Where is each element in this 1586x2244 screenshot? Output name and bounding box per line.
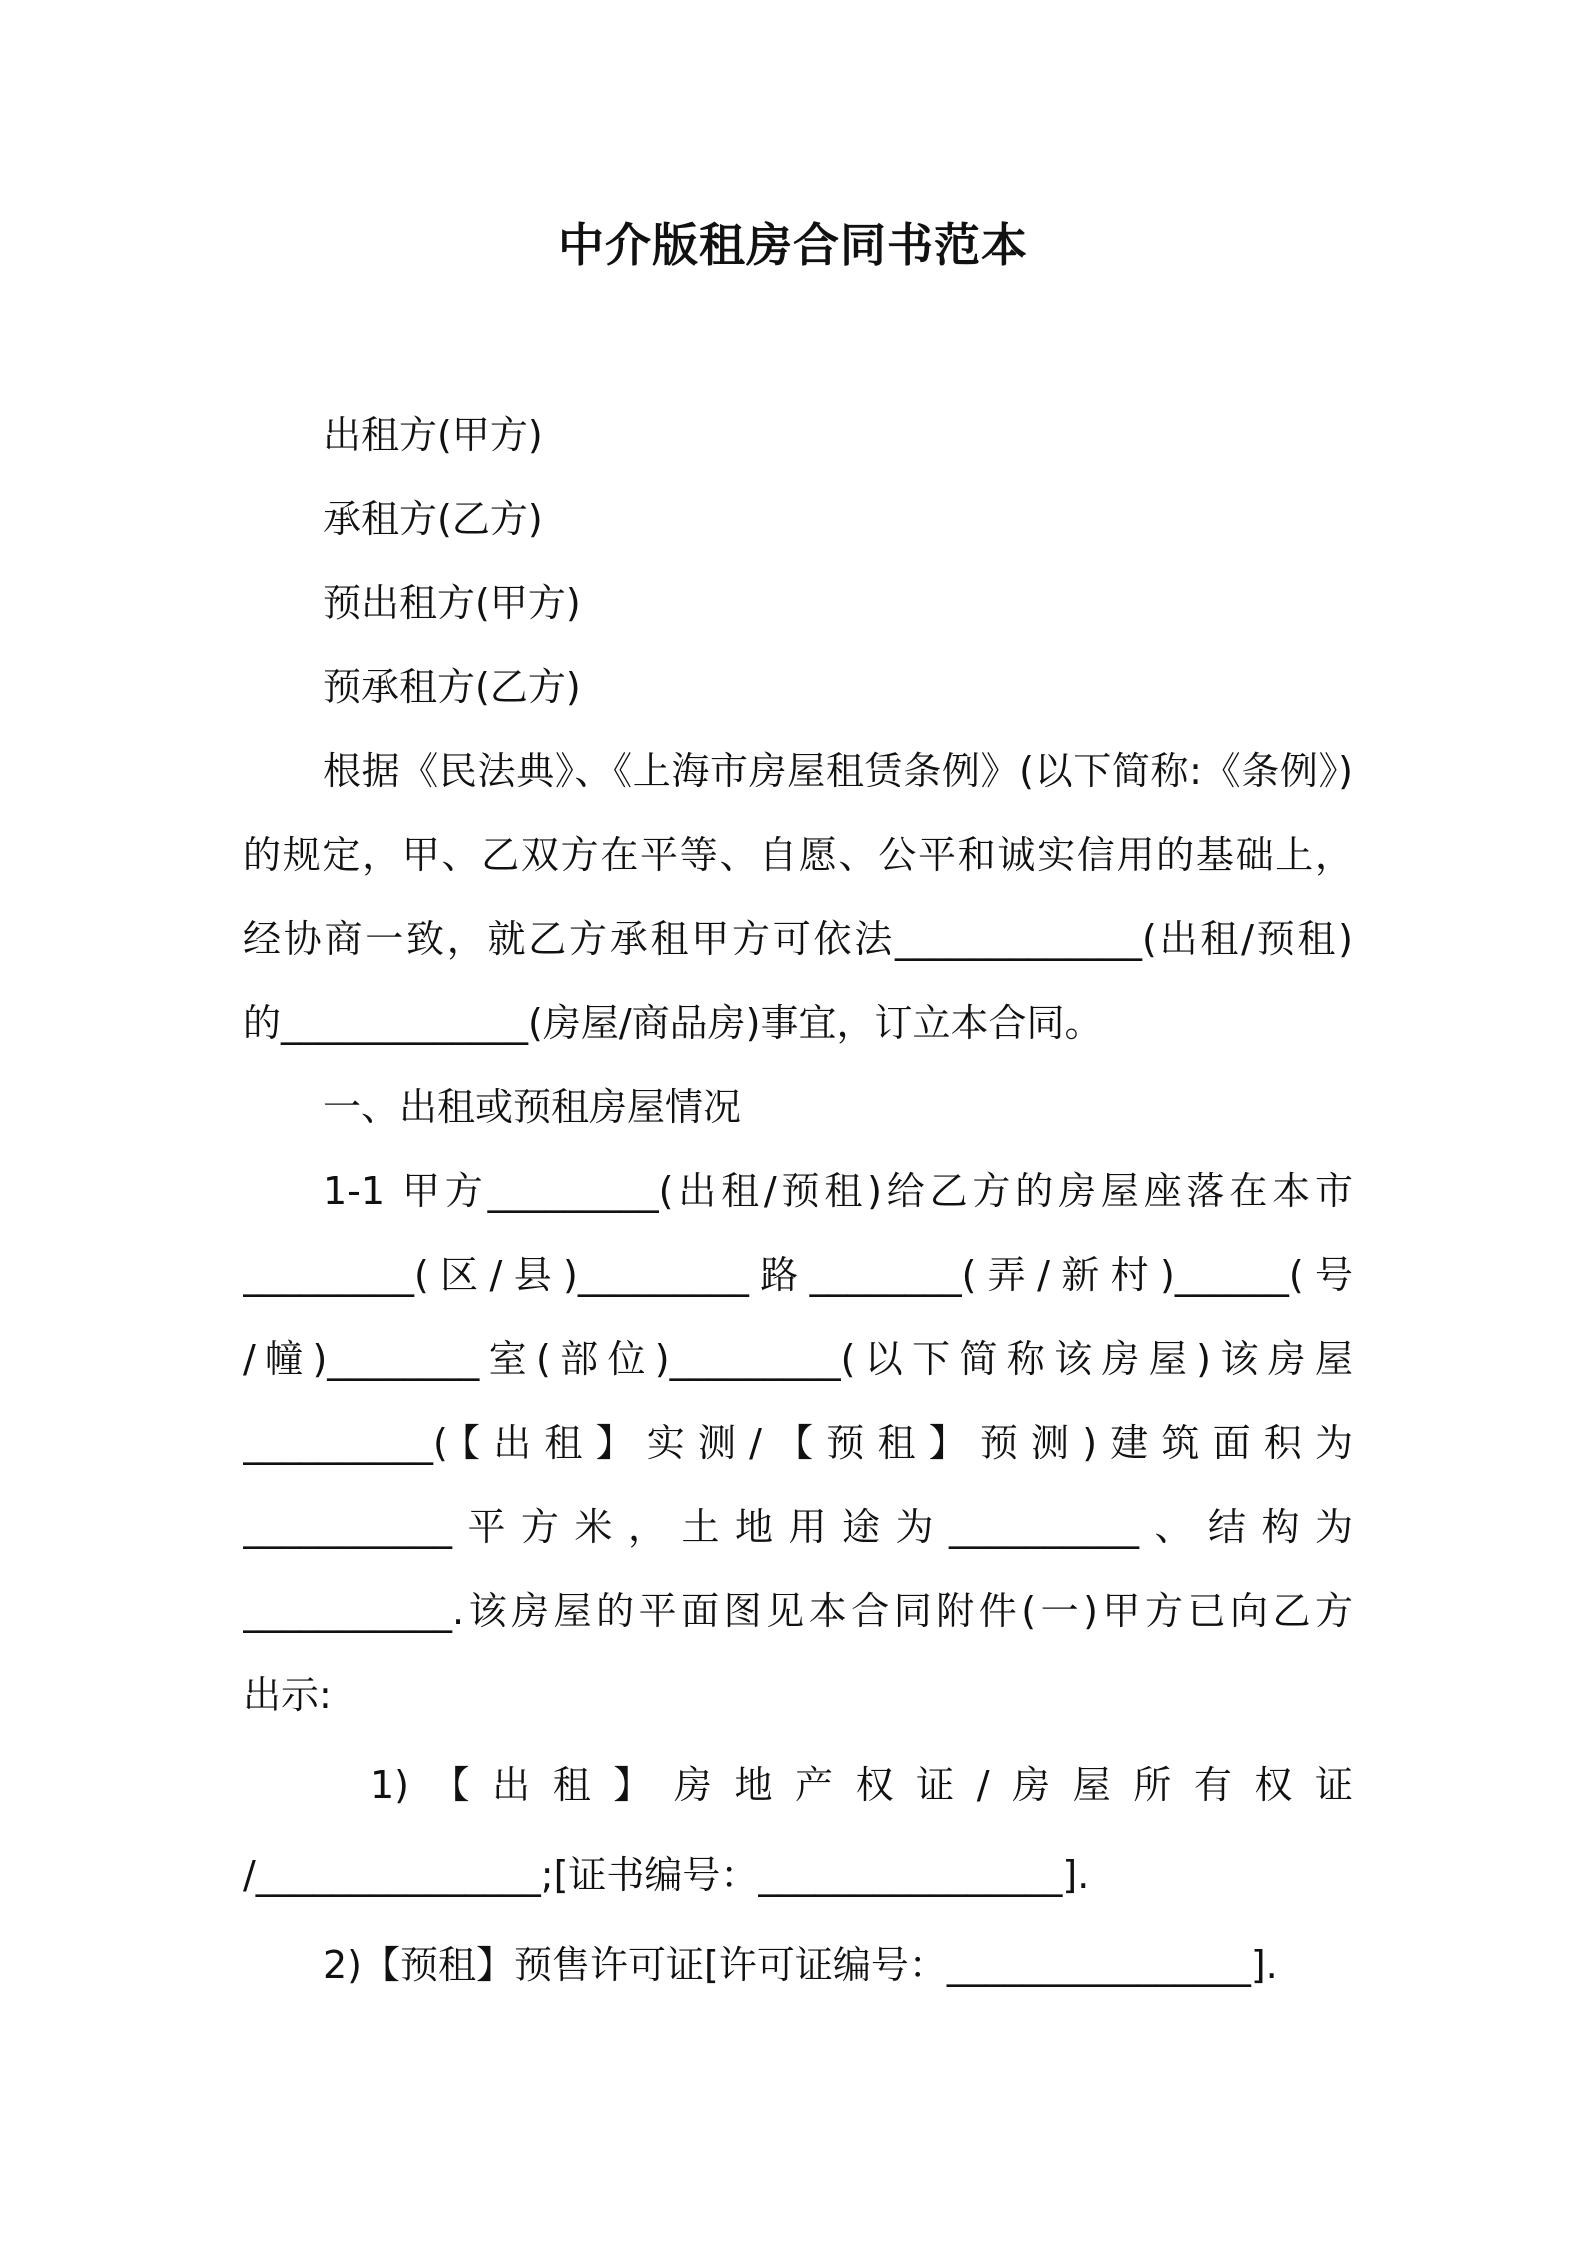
item-line: 2)【预租】预售许可证[许可证编号：________________].: [323, 1943, 1278, 1987]
party-pre-lessor: 预出租方(甲方): [323, 581, 581, 625]
clause-line: _________(区/县)_________路________(弄/新村)______(号: [243, 1253, 1353, 1297]
clause-line: 1-1 甲方_________(出租/预租)给乙方的房屋座落在本市: [323, 1169, 1353, 1213]
item-line: /_______________;[证书编号：________________].: [243, 1853, 1090, 1897]
preamble-line: 的_____________(房屋/商品房)事宜，订立本合同。: [243, 1001, 1103, 1045]
clause-line: ___________.该房屋的平面图见本合同附件(一)甲方已向乙方: [243, 1589, 1353, 1633]
party-lessee: 承租方(乙方): [323, 497, 543, 541]
section-heading: 一、出租或预租房屋情况: [323, 1085, 742, 1129]
party-lessor: 出租方(甲方): [323, 413, 543, 457]
preamble-line: 根据《民法典》、《上海市房屋租赁条例》(以下简称:《条例》): [323, 749, 1353, 793]
clause-line: __________(【出租】实测/【预租】预测)建筑面积为: [243, 1421, 1353, 1465]
clause-line: 出示:: [243, 1673, 332, 1717]
preamble-line: 的规定，甲、乙双方在平等、自愿、公平和诚实信用的基础上，: [243, 833, 1353, 877]
party-pre-lessee: 预承租方(乙方): [323, 665, 581, 709]
document-title: 中介版租房合同书范本: [558, 218, 1028, 272]
preamble-line: 经协商一致，就乙方承租甲方可依法_____________(出租/预租): [243, 917, 1353, 961]
clause-line: /幢)________室(部位)_________(以下简称该房屋)该房屋: [243, 1337, 1353, 1381]
clause-line: ___________平方米，土地用途为__________、结构为: [243, 1505, 1353, 1549]
item-line: 1)【出租】房地产权证/房屋所有权证: [370, 1763, 1353, 1807]
